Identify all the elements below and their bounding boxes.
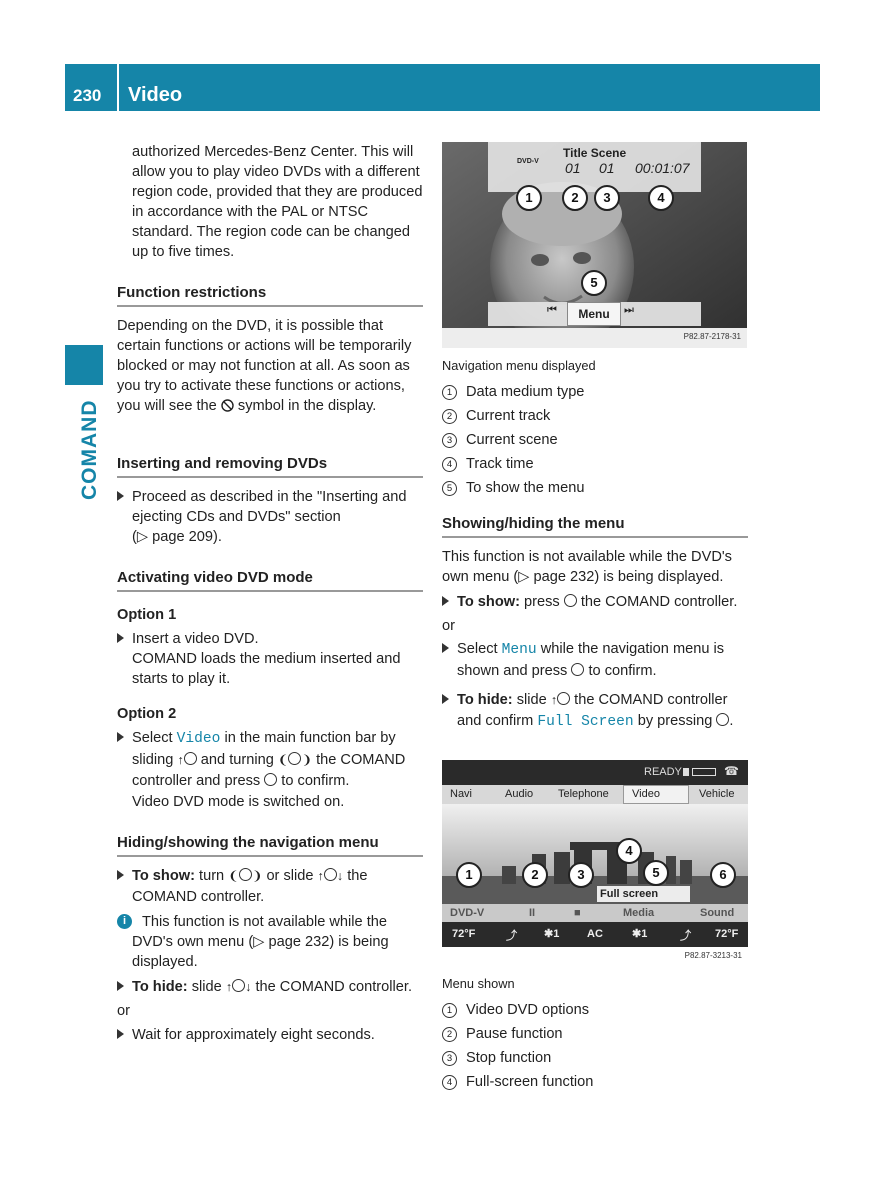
bullet-arrow-icon xyxy=(442,596,449,606)
figure2-legend xyxy=(442,974,748,1094)
select-text-c: to confirm. xyxy=(588,663,657,679)
slide-up-icon: ↑ xyxy=(177,753,196,767)
inserting-page-ref: (▷ page 209). xyxy=(132,529,222,545)
show-text-c: the COMAND controller. xyxy=(132,868,368,905)
scene-value: 01 xyxy=(599,160,615,176)
turn-controller-icon: ❨ ❩ xyxy=(277,753,313,767)
legend-item xyxy=(442,476,748,500)
hide-text-b: the COMAND controller. xyxy=(255,979,412,995)
slide-updown-icon: ↑ ↓ xyxy=(317,869,344,883)
intro-paragraph xyxy=(132,142,424,262)
next-icon: ⏭ xyxy=(624,304,634,316)
figure1-legend xyxy=(442,356,748,500)
hide-menu-text-c: by pressing xyxy=(637,713,713,729)
option2-heading: Option 2 xyxy=(117,706,177,722)
phone-icon: ☎ xyxy=(724,764,739,778)
bullet-arrow-icon xyxy=(117,981,124,991)
figure-ref: P82.87-3213-31 xyxy=(684,951,742,960)
show-menu-text-a: press xyxy=(524,594,560,610)
select-text-a: Select xyxy=(457,641,498,657)
option2-text-d: the COMAND controller and press xyxy=(132,752,406,789)
main-function-bar xyxy=(442,785,748,804)
option2-text-c: and turning xyxy=(200,752,274,768)
tab-vehicle[interactable]: Vehicle xyxy=(699,788,735,800)
inserting-section xyxy=(117,454,423,547)
option1-bullet xyxy=(117,629,423,689)
option2-text-e: to confirm. xyxy=(281,773,350,789)
callout-number-icon: 2 xyxy=(442,409,457,424)
info-text: This function is not available while the DVD's own menu (▷ page 232) is being displayed. xyxy=(132,914,389,970)
option2-bullet xyxy=(117,728,423,813)
callout-3: 3 xyxy=(568,862,594,888)
show-text-a: turn xyxy=(199,868,225,884)
hiding-heading: Hiding/showing the navigation menu xyxy=(117,833,423,857)
slide-up-icon: ↑ xyxy=(551,693,570,707)
status-bar xyxy=(442,760,748,785)
or-text: or xyxy=(117,1003,130,1019)
bullet-arrow-icon xyxy=(117,732,124,742)
stonehenge-image xyxy=(442,804,748,904)
legend-item xyxy=(442,1046,748,1070)
function-text-b: symbol in the display. xyxy=(237,398,377,414)
press-controller-icon xyxy=(264,773,277,786)
bullet-arrow-icon xyxy=(117,633,124,643)
press-controller-icon xyxy=(564,594,577,607)
show-label: To show: xyxy=(457,594,520,610)
callout-5: 5 xyxy=(643,860,669,886)
showing-hiding-section xyxy=(442,514,748,733)
function-restrictions-heading: Function restrictions xyxy=(117,283,423,307)
callout-1: 1 xyxy=(456,862,482,888)
legend-item-label: To show the menu xyxy=(466,480,585,496)
callout-number-icon: 1 xyxy=(442,1003,457,1018)
bullet-arrow-icon xyxy=(442,643,449,653)
option1-text: Insert a video DVD. xyxy=(132,631,259,647)
legend-item-label: Track time xyxy=(466,456,534,472)
figure1-list xyxy=(442,380,748,500)
showing-hiding-heading: Showing/hiding the menu xyxy=(442,514,748,538)
callout-number-icon: 2 xyxy=(442,1027,457,1042)
signal-icon xyxy=(683,768,689,776)
media-option[interactable]: Media xyxy=(623,907,655,919)
callout-5: 5 xyxy=(581,270,607,296)
callout-3: 3 xyxy=(594,185,620,211)
time-value: 00:01:07 xyxy=(635,160,690,176)
hide-menu-bullet: To hide: slide ↑ the COMAND controller and confirm Full Screen by pressing . xyxy=(442,690,748,733)
callout-number-icon: 4 xyxy=(442,457,457,472)
hide-text-a: slide xyxy=(191,979,222,995)
legend-item xyxy=(442,380,748,404)
function-restrictions-text xyxy=(117,316,423,416)
figure1-caption: Navigation menu displayed xyxy=(442,358,596,373)
dvd-v-option[interactable]: DVD-V xyxy=(450,907,485,919)
callout-1: 1 xyxy=(516,185,542,211)
pause-button[interactable]: II xyxy=(529,907,536,919)
status-text: READY xyxy=(644,766,682,778)
hide-label: To hide: xyxy=(132,979,188,995)
inserting-text: Proceed as described in the "Inserting and ejecting CDs and DVDs" section xyxy=(132,489,407,525)
callout-4: 4 xyxy=(648,185,674,211)
left-temperature: 72°F xyxy=(452,928,476,940)
wait-bullet xyxy=(117,1025,423,1045)
legend-item-label: Current track xyxy=(466,408,551,424)
climate-bar xyxy=(442,922,748,947)
show-menu-text-b: the COMAND controller. xyxy=(580,594,738,610)
tab-audio[interactable]: Audio xyxy=(505,788,534,800)
activating-section xyxy=(117,568,423,813)
info-icon: i xyxy=(117,914,132,929)
legend-item-label: Pause function xyxy=(466,1026,563,1042)
tab-video[interactable]: Video xyxy=(623,785,689,804)
wait-text: Wait for approximately eight seconds. xyxy=(132,1027,375,1043)
navigation-menu-figure xyxy=(442,142,747,348)
callout-number-icon: 3 xyxy=(442,433,457,448)
showing-hiding-text: This function is not available while the DVD's own menu (▷ page 232) is being displayed. xyxy=(442,549,732,585)
title-scene-label: Title Scene xyxy=(563,146,627,160)
turn-controller-icon: ❨ ❩ xyxy=(228,869,263,883)
fan-right-icon: ✱1 xyxy=(632,928,648,940)
bullet-arrow-icon xyxy=(117,491,124,501)
callout-number-icon: 3 xyxy=(442,1051,457,1066)
ac-label: AC xyxy=(587,928,603,940)
info-note xyxy=(117,912,423,972)
show-label: To show: xyxy=(132,868,195,884)
hide-bullet xyxy=(117,977,423,998)
callout-number-icon: 1 xyxy=(442,385,457,400)
video-menu-bar xyxy=(442,904,748,922)
callout-number-icon: 5 xyxy=(442,481,457,496)
menu-button[interactable]: Menu xyxy=(567,302,621,326)
fan-right-level: 1 xyxy=(641,928,648,940)
legend-item xyxy=(442,452,748,476)
show-text-b: or slide xyxy=(266,868,314,884)
legend-item xyxy=(442,1070,748,1094)
press-controller-icon xyxy=(571,663,584,676)
hiding-section xyxy=(117,833,423,1045)
callout-6: 6 xyxy=(710,862,736,888)
legend-item-label: Video DVD options xyxy=(466,1002,590,1018)
video-menu-term: Video xyxy=(176,731,221,747)
menu-shown-figure xyxy=(442,760,748,965)
figure-ref: P82.87-2178-31 xyxy=(683,332,741,341)
side-tab-label: COMAND xyxy=(78,399,101,500)
seat-heat-right-icon: ⤴ xyxy=(680,930,691,942)
figure2-list xyxy=(442,998,748,1094)
fan-left-icon: ✱1 xyxy=(544,928,560,940)
legend-item xyxy=(442,1022,748,1046)
press-controller-icon xyxy=(716,713,729,726)
inserting-heading: Inserting and removing DVDs xyxy=(117,454,423,478)
page-title: Video xyxy=(128,84,183,106)
bullet-arrow-icon xyxy=(117,1029,124,1039)
bullet-arrow-icon xyxy=(117,870,124,880)
side-tab-marker xyxy=(65,345,103,385)
legend-item-label: Data medium type xyxy=(466,384,585,400)
bullet-arrow-icon xyxy=(442,694,449,704)
sound-option[interactable]: Sound xyxy=(700,907,735,919)
full-screen-button[interactable]: Full screen xyxy=(597,886,690,902)
not-available-icon xyxy=(221,398,234,411)
menu-term: Menu xyxy=(501,642,537,658)
select-menu-bullet xyxy=(442,639,748,682)
option2-text-b: in the main function bar by sliding xyxy=(132,730,396,768)
hide-menu-text-b: the COMAND controller and confirm xyxy=(457,692,728,729)
or-text: or xyxy=(442,618,455,634)
seat-heat-left-icon: ⤴ xyxy=(506,930,517,942)
slide-updown-icon: ↑ ↓ xyxy=(225,980,252,994)
track-value: 01 xyxy=(565,160,581,176)
legend-item-label: Stop function xyxy=(466,1050,552,1066)
select-text-b: while the navigation menu is shown and press xyxy=(457,641,725,679)
previous-icon: ⏮ xyxy=(547,304,557,316)
figure2-caption: Menu shown xyxy=(442,976,515,991)
function-text-a: Depending on the DVD, it is possible that certain functions or actions will be temporarily blocked or may not function at all. As soon as you try to activate these functions or actions, you will see the xyxy=(117,318,412,414)
tab-navi[interactable]: Navi xyxy=(450,788,473,800)
header-divider xyxy=(117,64,119,111)
callout-number-icon: 4 xyxy=(442,1075,457,1090)
full-screen-term: Full Screen xyxy=(537,714,634,730)
hide-label: To hide: xyxy=(457,692,513,708)
page-header xyxy=(65,64,820,111)
stop-button[interactable]: ■ xyxy=(574,907,581,919)
activating-heading: Activating video DVD mode xyxy=(117,568,423,592)
legend-item xyxy=(442,428,748,452)
callout-2: 2 xyxy=(522,862,548,888)
tab-telephone[interactable]: Telephone xyxy=(558,788,609,800)
show-menu-bullet xyxy=(442,592,748,613)
legend-item xyxy=(442,404,748,428)
callout-4: 4 xyxy=(616,838,642,864)
legend-item-label: Full-screen function xyxy=(466,1074,594,1090)
show-bullet xyxy=(117,866,423,908)
legend-item xyxy=(442,998,748,1022)
option1-result: COMAND loads the medium inserted and starts to play it. xyxy=(132,651,401,687)
right-temperature: 72°F xyxy=(715,928,739,940)
intro-text: authorized Mercedes-Benz Center. This will allow you to play video DVDs with a different region code, provided that they are produced in accordance with the PAL or NTSC standard. The region code can be changed up to five times. xyxy=(132,144,423,260)
option2-result: Video DVD mode is switched on. xyxy=(132,794,345,810)
option1-heading: Option 1 xyxy=(117,607,177,623)
fan-left-level: 1 xyxy=(553,928,560,940)
page-number: 230 xyxy=(73,86,102,105)
option2-text-a: Select xyxy=(132,730,173,746)
battery-icon xyxy=(692,768,716,776)
dvd-type-label: DVD-V xyxy=(517,158,539,165)
function-restrictions-section xyxy=(117,283,423,416)
callout-2: 2 xyxy=(562,185,588,211)
legend-item-label: Current scene xyxy=(466,432,558,448)
hide-menu-text-a: slide xyxy=(516,692,547,708)
inserting-bullet xyxy=(117,487,423,547)
